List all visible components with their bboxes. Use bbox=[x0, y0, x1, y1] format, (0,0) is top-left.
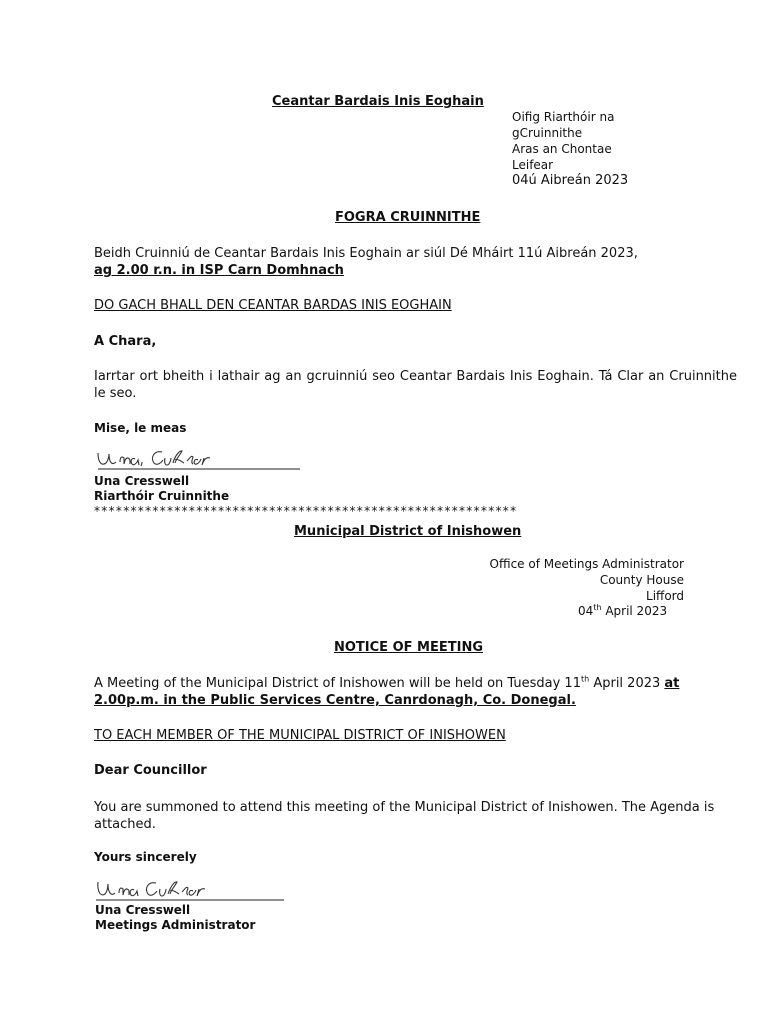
english-signatory-title: Meetings Administrator bbox=[95, 918, 256, 932]
english-address bbox=[420, 556, 684, 604]
irish-meeting-line-2: ag 2.00 r.n. in ISP Carn Domhnach bbox=[94, 263, 344, 278]
english-to-each: TO EACH MEMBER OF THE MUNICIPAL DISTRICT OF INISHOWEN bbox=[94, 728, 506, 743]
english-notice-title: NOTICE OF MEETING bbox=[334, 640, 483, 655]
irish-signatory-title: Riarthóir Cruinnithe bbox=[94, 489, 230, 503]
english-greeting: Dear Councillor bbox=[94, 763, 207, 778]
english-meeting-line-1: A Meeting of the Municipal District of Inishowen will be held on Tuesday 11th April 2023 at bbox=[94, 674, 680, 691]
irish-address-line: Aras an Chontae bbox=[512, 142, 612, 156]
irish-to-each: DO GACH BHALL DEN CEANTAR BARDAS INIS EOGHAIN bbox=[94, 298, 452, 313]
irish-greeting: A Chara, bbox=[94, 334, 157, 349]
irish-signature bbox=[94, 446, 304, 472]
irish-address-line: Oifig Riarthóir na bbox=[512, 110, 615, 124]
english-closing: Yours sincerely bbox=[94, 850, 197, 864]
english-signatory-name: Una Cresswell bbox=[95, 903, 191, 917]
english-address-line: County House bbox=[599, 573, 684, 587]
irish-notice-title: FOGRA CRUINNITHE bbox=[335, 210, 481, 225]
irish-address bbox=[512, 109, 628, 189]
irish-address-line: gCruinnithe bbox=[512, 126, 583, 140]
irish-body: Iarrtar ort bheith i lathair ag an gcruinniú seo Ceantar Bardais Inis Eoghain. Tá Clar an Cruinnithe le seo. bbox=[94, 369, 737, 401]
irish-closing: Mise, le meas bbox=[94, 421, 187, 435]
english-heading: Municipal District of Inishowen bbox=[294, 524, 522, 539]
irish-meeting-line-1: Beidh Cruinniú de Ceantar Bardais Inis Eoghain ar siúl Dé Mháirt 11ú Aibreán 2023, bbox=[94, 246, 638, 261]
english-body: You are summoned to attend this meeting of the Municipal District of Inishowen. The Agenda is attached. bbox=[94, 800, 715, 832]
section-separator: ********************************************************** bbox=[94, 504, 518, 518]
irish-address-line: Leifear bbox=[512, 158, 554, 172]
english-date: 04th April 2023 bbox=[578, 603, 668, 618]
english-signature bbox=[94, 876, 286, 902]
irish-signatory-name: Una Cresswell bbox=[94, 474, 190, 488]
english-address-line: Lifford bbox=[646, 589, 684, 603]
irish-date: 04ú Aibreán 2023 bbox=[512, 173, 629, 188]
english-meeting-line-2: 2.00p.m. in the Public Services Centre, Canrdonagh, Co. Donegal. bbox=[94, 693, 576, 708]
irish-heading: Ceantar Bardais Inis Eoghain bbox=[272, 94, 484, 109]
english-address-line: Office of Meetings Administrator bbox=[489, 557, 684, 571]
